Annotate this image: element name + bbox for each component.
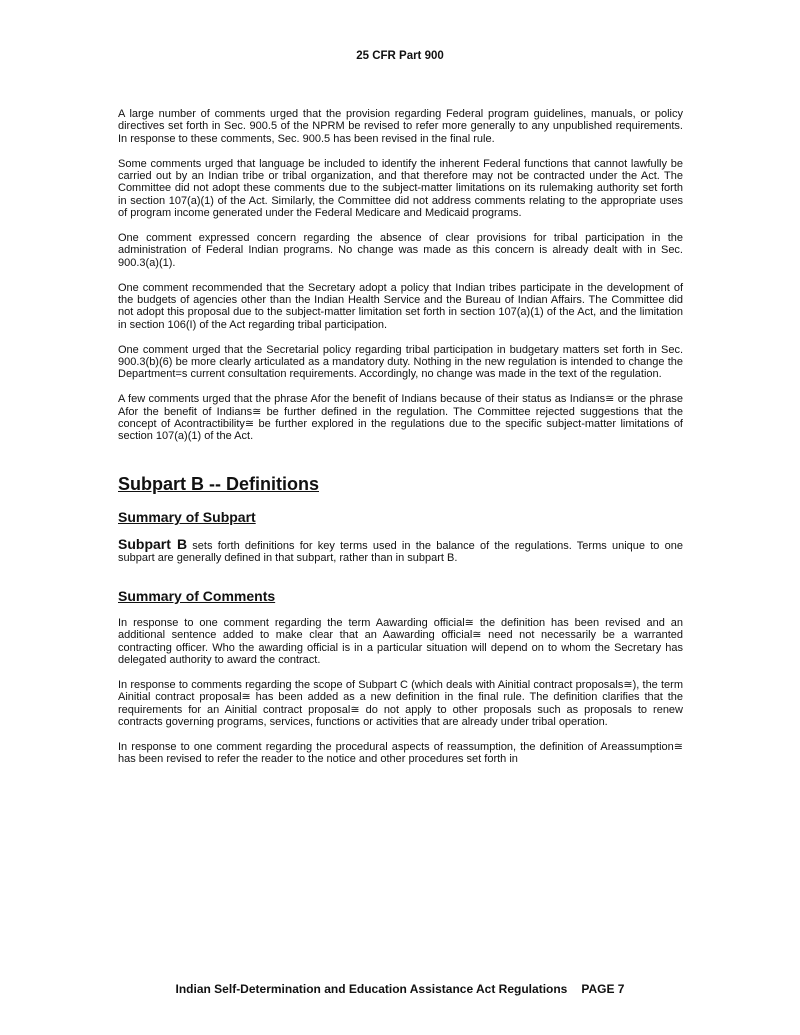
summary-of-subpart-heading: Summary of Subpart [118,508,256,525]
paragraph-initial-contract-proposal: In response to comments regarding the scope of Subpart C (which deals with Ainitial contract proposals≅), the term Ainitial contract proposal≅ has been added as a new definition in the final rule. The definition clarifies that the requirements for an Ainitial contract proposal≅ do not apply to other proposals such as proposals to renew contracts governing programs, services, functions or activities that are already under tribal operation. [118,678,683,728]
paragraph-budget-policy: One comment recommended that the Secretary adopt a policy that Indian tribes participate in the development of the budgets of agencies other than the Indian Health Service and the Bureau of Indian Affairs. The Committee did not adopt this proposal due to the subject-matter limitation set forth in section 107(a)(1) of the Act, and the limitation in section 106(I) of the Act regarding tribal participation. [118,281,683,331]
subpart-summary-text: sets forth definitions for key terms used in the balance of the regulations. Terms unique to one subpart are generally defined in that subpart, rather than in subpart B. [118,539,683,565]
page-number: PAGE 7 [581,982,625,996]
subpart-summary-paragraph [118,535,683,565]
paragraph-tribal-participation: One comment expressed concern regarding the absence of clear provisions for tribal participation in the administration of Federal Indian programs. No change was made as this concern is already dealt with in Sec. 900.3(a)(1). [118,232,683,269]
paragraph-reassumption: In response to one comment regarding the procedural aspects of reassumption, the definition of Areassumption≅ has been revised to refer the reader to the notice and other procedures set forth in [118,740,683,766]
page-header: 25 CFR Part 900 [356,50,444,62]
page-footer [0,982,800,996]
paragraph-benefit-of-indians: A few comments urged that the phrase Afor the benefit of Indians because of their status as Indians≅ or the phrase Afor the benefit of Indians≅ be further defined in the regulation. The Committee rejected suggestions that the concept of Acontractibility≅ be further explored in the regulations due to the specific subject-matter limitations of section 107(a)(1) of the Act. [118,393,683,443]
subpart-summary-lead: Subpart B [118,535,188,552]
paragraph-inherent-functions: Some comments urged that language be included to identify the inherent Federal functions that cannot lawfully be carried out by an Indian tribe or tribal organization, and that therefore may not be contracted under the Act. The Committee did not adopt these comments due to the subject-matter limitations on its rulemaking authority set forth in section 107(a)(1) of the Act. Similarly, the Committee did not address comments relating to the appropriate uses of program income generated under the Federal Medicare and Medicaid programs. [118,157,683,220]
subpart-b-heading: Subpart B -- Definitions [118,473,319,494]
paragraph-awarding-official: In response to one comment regarding the term Aawarding official≅ the definition has been revised and an additional sentence added to make clear that an Aawarding official≅ need not necessarily be a warranted contracting officer. Who the awarding official is in a particular situation will depend on to whom the Secretary has delegated authority to award the contract. [118,616,683,666]
footer-title: Indian Self-Determination and Education Assistance Act Regulations [175,982,568,996]
paragraph-budgetary-matters: One comment urged that the Secretarial policy regarding tribal participation in budgetary matters set forth in Sec. 900.3(b)(6) be more clearly articulated as a mandatory duty. Nothing in the new regulation is intended to change the Department=s current consultation requirements. Accordingly, no change was made in the text of the regulation. [118,343,683,381]
document-body [118,108,683,778]
paragraph-guidelines: A large number of comments urged that the provision regarding Federal program guidelines, manuals, or policy directives set forth in Sec. 900.5 of the NPRM be revised to refer more generally to any unpublished requirements. In response to these comments, Sec. 900.5 has been revised in the final rule. [118,108,683,145]
summary-of-comments-heading: Summary of Comments [118,587,276,604]
